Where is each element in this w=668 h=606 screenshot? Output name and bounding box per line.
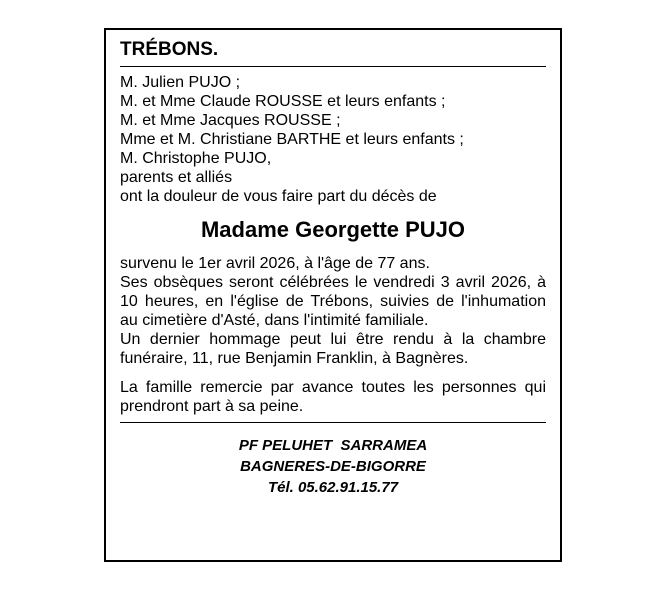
tribute-details: Un dernier hommage peut lui être rendu à la chambre funéraire, 11, rue Benjamin Franklin, à Bagnères. [120, 331, 546, 367]
family-line: ont la douleur de vous faire part du décès de [120, 188, 437, 205]
spacer [120, 368, 546, 378]
death-details: survenu le 1er avril 2026, à l'âge de 77 ans. [120, 255, 430, 272]
ceremony-details: Ses obsèques seront célébrées le vendredi 3 avril 2026, à 10 heures, en l'église de Trébons, suivies de l'inhumation au cimetière d'Asté, dans l'intimité familiale. [120, 274, 546, 329]
family-line: Mme et M. Christiane BARTHE et leurs enfants ; [120, 131, 464, 148]
family-line: M. Christophe PUJO, [120, 150, 272, 167]
thanks-text: La famille remercie par avance toutes les personnes qui prendront part à sa peine. [120, 379, 546, 415]
town-heading: TRÉBONS. [120, 39, 219, 60]
family-line: M. et Mme Claude ROUSSE et leurs enfants ; [120, 93, 446, 110]
divider [120, 66, 546, 67]
funeral-home-name: PF PELUHET SARRAMEA [238, 437, 428, 454]
deceased-name: Madame Georgette PUJO [200, 217, 466, 242]
family-line: M. Julien PUJO ; [120, 74, 241, 91]
family-line: M. et Mme Jacques ROUSSE ; [120, 112, 341, 129]
funeral-home-block [120, 435, 546, 498]
family-line: parents et alliés [120, 169, 233, 186]
obituary-notice [104, 28, 562, 562]
family-list [120, 73, 546, 206]
funeral-home-city: BAGNERES-DE-BIGORRE [240, 458, 426, 475]
divider [120, 422, 546, 423]
funeral-home-phone: Tél. 05.62.91.15.77 [267, 479, 399, 496]
